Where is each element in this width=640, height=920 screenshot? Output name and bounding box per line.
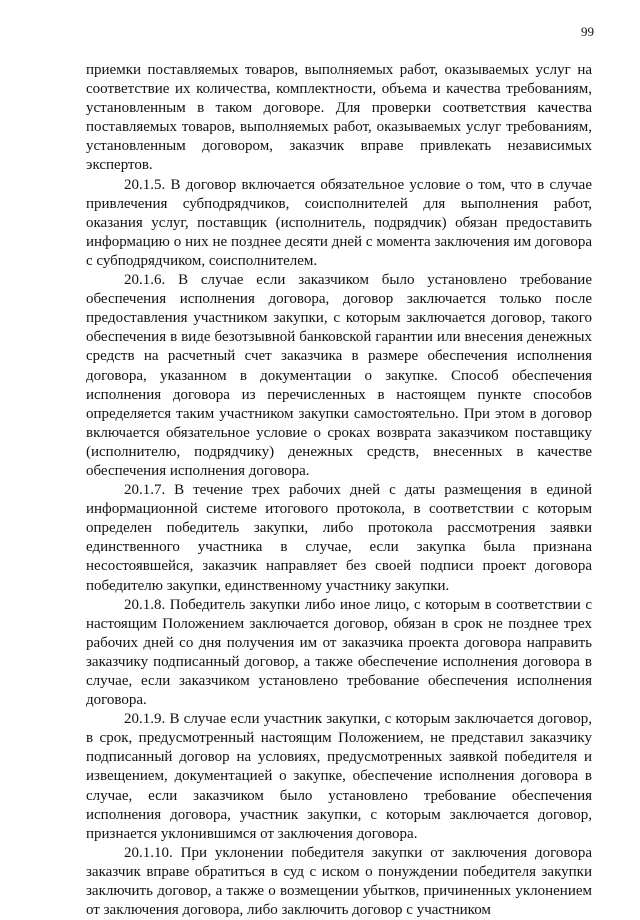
paragraph-20-1-9: 20.1.9. В случае если участник закупки, с которым заключается договор, в срок, предусмотренный настоящим Положением, не представил заказчику подписанный договор на условиях, предусмотренных заявкой победителя и извещением, документацией о закупке, обеспечение исполнения договора в случае, если заказчиком было установлено требование обеспечения исполнения договора, участник закупки, с которым заключается договор, признается уклонившимся от заключения договора. <box>86 711 592 842</box>
paragraph-20-1-6: 20.1.6. В случае если заказчиком было установлено требование обеспечения исполнения договора, договор заключается только после предоставления участником закупки, с которым заключается договор, такого обеспечения в виде безотзывной банковской гарантии или внесения денежных средств на расчетный счет заказчика в размере обеспечения исполнения договора, указанном в документации о закупке. Способ обеспечения исполнения договора из перечисленных в настоящем пункте способов определяется таким участником закупки самостоятельно. При этом в договор включается обязательное условие о сроках возврата заказчиком поставщику (исполнителю, подрядчику) денежных средств, внесенных в качестве обеспечения исполнения договора. <box>86 272 592 479</box>
paragraph-20-1-7: 20.1.7. В течение трех рабочих дней с даты размещения в единой информационной системе итогового протокола, в соответствии с которым определен победитель закупки, либо протокола рассмотрения заявки единственного участника в случае, если закупка была признана несостоявшейся, заказчик направляет без своей подписи проект договора победителю закупки, единственному участнику закупки. <box>86 482 592 594</box>
paragraph-20-1-10: 20.1.10. При уклонении победителя закупки от заключения договора заказчик вправе обратиться в суд с иском о понуждении победителя закупки заключить договор, а также о возмещении убытков, причиненных уклонением от заключения договора, либо заключить договор с участником <box>86 844 592 919</box>
document-body <box>86 61 592 920</box>
page-number: 99 <box>581 24 594 39</box>
paragraph-20-1-5: 20.1.5. В договор включается обязательное условие о том, что в случае привлечения субподрядчиков, соисполнителей для выполнения работ, оказания услуг, поставщик (исполнитель, подрядчик) обязан предоставить информацию о них не позднее десяти дней с момента заключения им договора с субподрядчиком, соисполнителем. <box>86 176 592 269</box>
paragraph-continuation: приемки поставляемых товаров, выполняемых работ, оказываемых услуг на соответствие их количества, комплектности, объема и качества требованиям, установленным в таком договоре. Для проверки соответствия качества поставляемых товаров, выполняемых работ, оказываемых услуг требованиям, установленным договором, заказчик вправе привлекать независимых экспертов. <box>86 62 592 174</box>
paragraph-20-1-8: 20.1.8. Победитель закупки либо иное лицо, с которым в соответствии с настоящим Положением заключается договор, обязан в срок не позднее трех рабочих дней со дня получения им от заказчика проекта договора направить заказчику подписанный договор, а также обеспечение исполнения договора в случае, если заказчиком установлено требование обеспечения исполнения договора. <box>86 596 592 709</box>
